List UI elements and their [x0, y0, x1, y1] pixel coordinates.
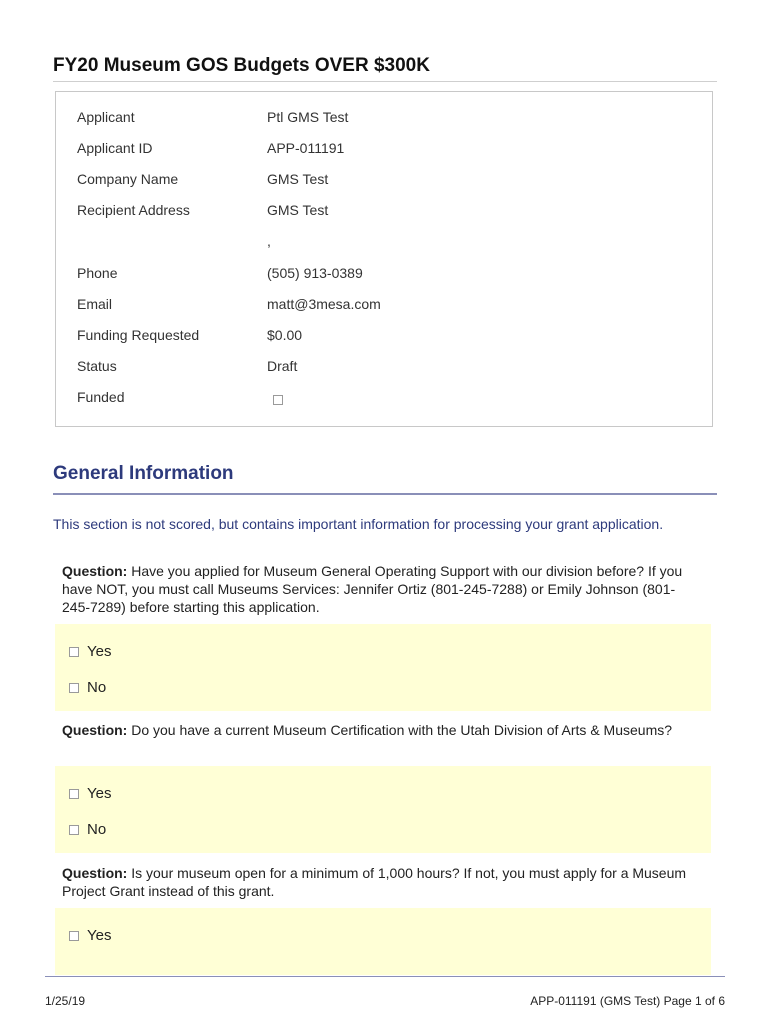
- checkbox-icon[interactable]: [69, 931, 79, 941]
- status-value: Draft: [267, 358, 298, 374]
- footer-divider: [45, 976, 725, 977]
- email-label: Email: [77, 296, 113, 312]
- question-1: [62, 562, 702, 616]
- page-title: FY20 Museum GOS Budgets OVER $300K: [53, 55, 717, 82]
- option-label: No: [87, 821, 107, 838]
- applicant-id-label: Applicant ID: [77, 140, 153, 156]
- funded-label: Funded: [77, 389, 125, 405]
- question-3-option-yes[interactable]: [69, 927, 111, 944]
- company-value: GMS Test: [267, 171, 329, 187]
- footer-page-info: APP-011191 (GMS Test) Page 1 of 6: [530, 994, 725, 1008]
- applicant-value: Ptl GMS Test: [267, 109, 349, 125]
- question-1-option-no[interactable]: [69, 679, 106, 696]
- question-2-answers: [55, 766, 711, 853]
- question-1-answers: [55, 624, 711, 711]
- applicant-label: Applicant: [77, 109, 135, 125]
- address-line1: GMS Test: [267, 202, 329, 218]
- checkbox-icon[interactable]: [69, 647, 79, 657]
- address-line2: ,: [267, 233, 271, 249]
- question-3-prefix: Question:: [62, 865, 128, 881]
- applicant-info-box: [55, 91, 713, 427]
- question-2-prefix: Question:: [62, 722, 128, 738]
- checkbox-icon[interactable]: [69, 683, 79, 693]
- question-3-text: Is your museum open for a minimum of 1,000 hours? If not, you must apply for a Museum Project Grant instead of this grant.: [62, 865, 687, 899]
- applicant-id-value: APP-011191: [267, 140, 345, 156]
- email-value: matt@3mesa.com: [267, 296, 381, 312]
- question-2-option-no[interactable]: [69, 821, 106, 838]
- section-heading: General Information: [53, 463, 717, 495]
- option-label: Yes: [87, 927, 112, 944]
- question-2: [62, 721, 702, 739]
- checkbox-icon[interactable]: [69, 789, 79, 799]
- funding-label: Funding Requested: [77, 327, 200, 343]
- funding-value: $0.00: [267, 327, 303, 343]
- footer-date: 1/25/19: [45, 994, 86, 1008]
- section-description: This section is not scored, but contains important information for processing your grant application.: [53, 516, 664, 532]
- phone-label: Phone: [77, 265, 118, 281]
- funded-checkbox-wrap: [273, 392, 283, 408]
- funded-checkbox[interactable]: [273, 395, 283, 405]
- company-label: Company Name: [77, 171, 179, 187]
- question-3-answers: [55, 908, 711, 975]
- question-1-prefix: Question:: [62, 563, 128, 579]
- option-label: Yes: [87, 643, 112, 660]
- option-label: No: [87, 679, 107, 696]
- question-2-text: Do you have a current Museum Certification with the Utah Division of Arts & Museums?: [131, 722, 673, 738]
- status-label: Status: [77, 358, 117, 374]
- question-3: [62, 864, 702, 900]
- question-1-text: Have you applied for Museum General Operating Support with our division before? If you have NOT, you must call Museums Services: Jennifer Ortiz (801-245-7288) or Emily Johnson (801-245-7289) before starting this application.: [62, 563, 683, 615]
- checkbox-icon[interactable]: [69, 825, 79, 835]
- question-1-option-yes[interactable]: [69, 643, 111, 660]
- phone-value: (505) 913-0389: [267, 265, 363, 281]
- address-label: Recipient Address: [77, 202, 190, 218]
- question-2-option-yes[interactable]: [69, 785, 111, 802]
- option-label: Yes: [87, 785, 112, 802]
